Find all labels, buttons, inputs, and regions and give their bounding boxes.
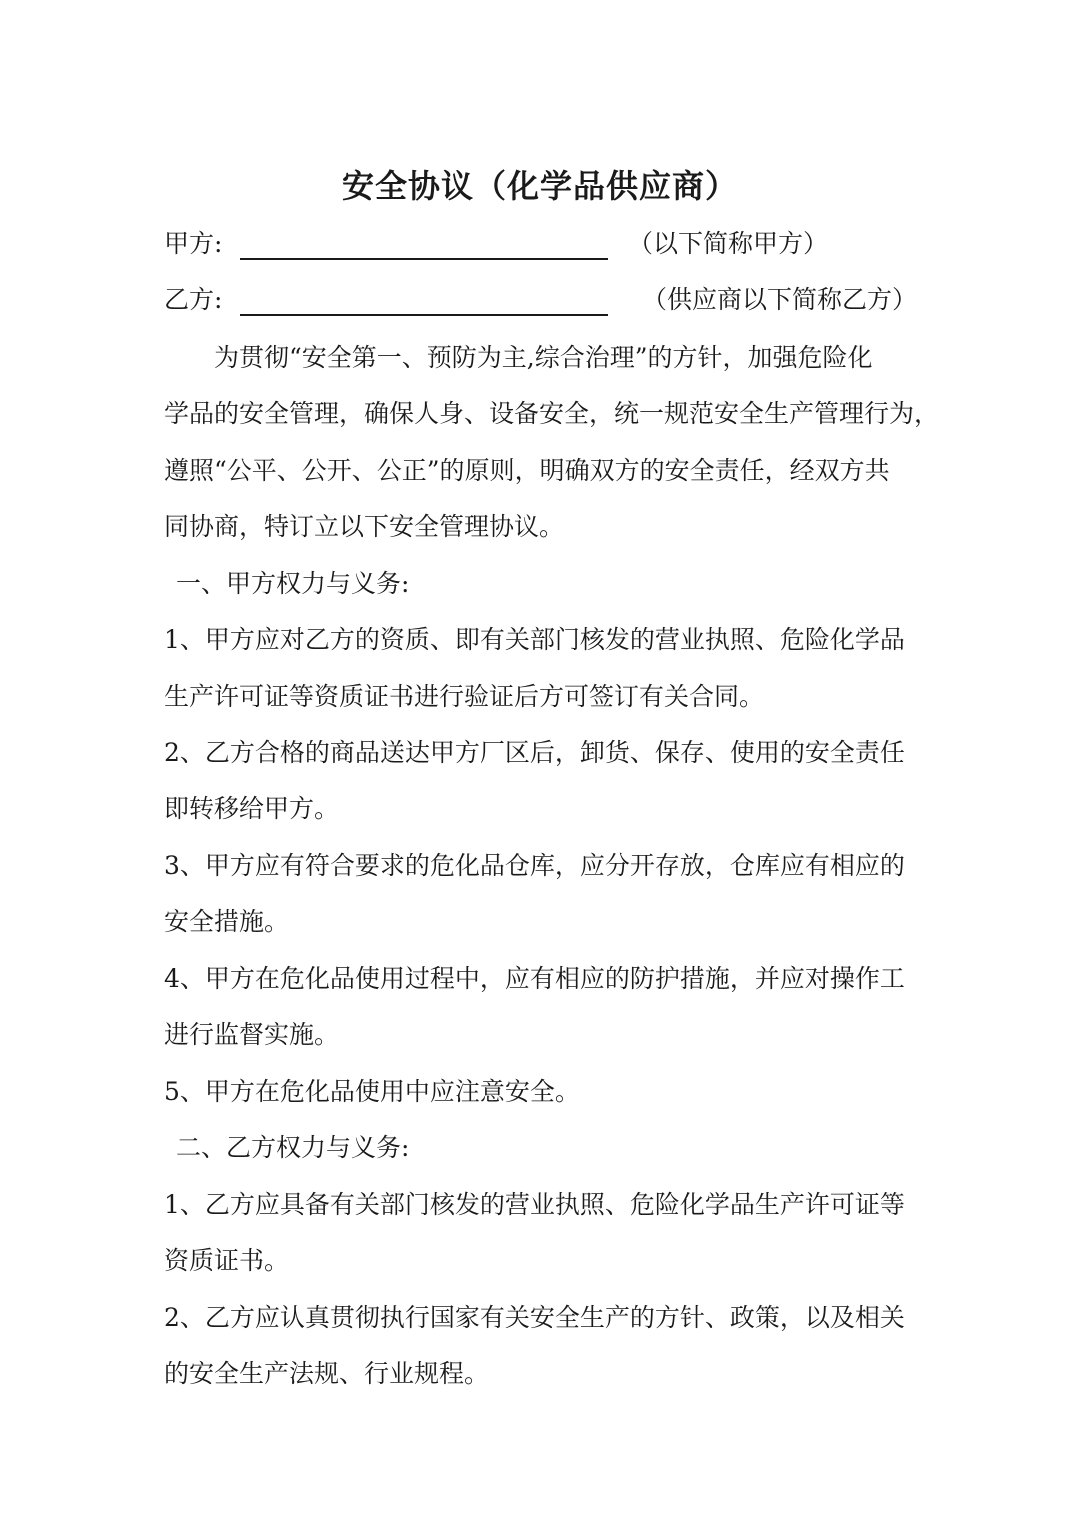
section-a-item-3: 3、甲方应有符合要求的危化品仓库，应分开存放，仓库应有相应的 <box>164 851 905 880</box>
preamble-line: 学品的安全管理，确保人身、设备安全，统一规范安全生产管理行为， <box>164 399 940 428</box>
party-b-blank-line <box>240 314 608 316</box>
party-b-label: 乙方: <box>164 285 223 314</box>
section-a-item-2: 2、乙方合格的商品送达甲方厂区后，卸货、保存、使用的安全责任 <box>164 738 905 767</box>
preamble-line: 同协商，特订立以下安全管理协议。 <box>164 512 565 541</box>
section-b-item-2-cont: 的安全生产法规、行业规程。 <box>164 1359 490 1388</box>
party-a-label: 甲方: <box>164 229 223 258</box>
section-a-item-3-cont: 安全措施。 <box>164 907 290 936</box>
document-title: 安全协议（化学品供应商） <box>341 167 738 205</box>
section-a-item-4-cont: 进行监督实施。 <box>164 1020 340 1049</box>
party-a-note: （以下简称甲方） <box>628 229 829 258</box>
section-a-heading: 一、甲方权力与义务: <box>176 569 410 598</box>
section-b-item-1-cont: 资质证书。 <box>164 1246 290 1275</box>
section-b-item-2: 2、乙方应认真贯彻执行国家有关安全生产的方针、政策，以及相关 <box>164 1303 905 1332</box>
party-a-blank-line <box>240 258 608 260</box>
section-a-item-5: 5、甲方在危化品使用中应注意安全。 <box>164 1077 580 1106</box>
section-b-heading: 二、乙方权力与义务: <box>176 1133 410 1162</box>
section-a-item-2-cont: 即转移给甲方。 <box>164 794 340 823</box>
section-a-item-4: 4、甲方在危化品使用过程中，应有相应的防护措施，并应对操作工 <box>164 964 905 993</box>
party-b-row <box>164 280 924 320</box>
preamble-line: 遵照“公平、公开、公正”的原则，明确双方的安全责任，经双方共 <box>164 456 890 485</box>
section-b-item-1: 1、乙方应具备有关部门核发的营业执照、危险化学品生产许可证等 <box>164 1190 905 1219</box>
party-a-row <box>164 224 924 264</box>
party-b-note: （供应商以下简称乙方） <box>642 285 918 314</box>
section-a-item-1: 1、甲方应对乙方的资质、即有关部门核发的营业执照、危险化学品 <box>164 625 905 654</box>
section-a-item-1-cont: 生产许可证等资质证书进行验证后方可签订有关合同。 <box>164 682 765 711</box>
preamble-line: 为贯彻“安全第一、预防为主,综合治理”的方针，加强危险化 <box>214 343 873 372</box>
